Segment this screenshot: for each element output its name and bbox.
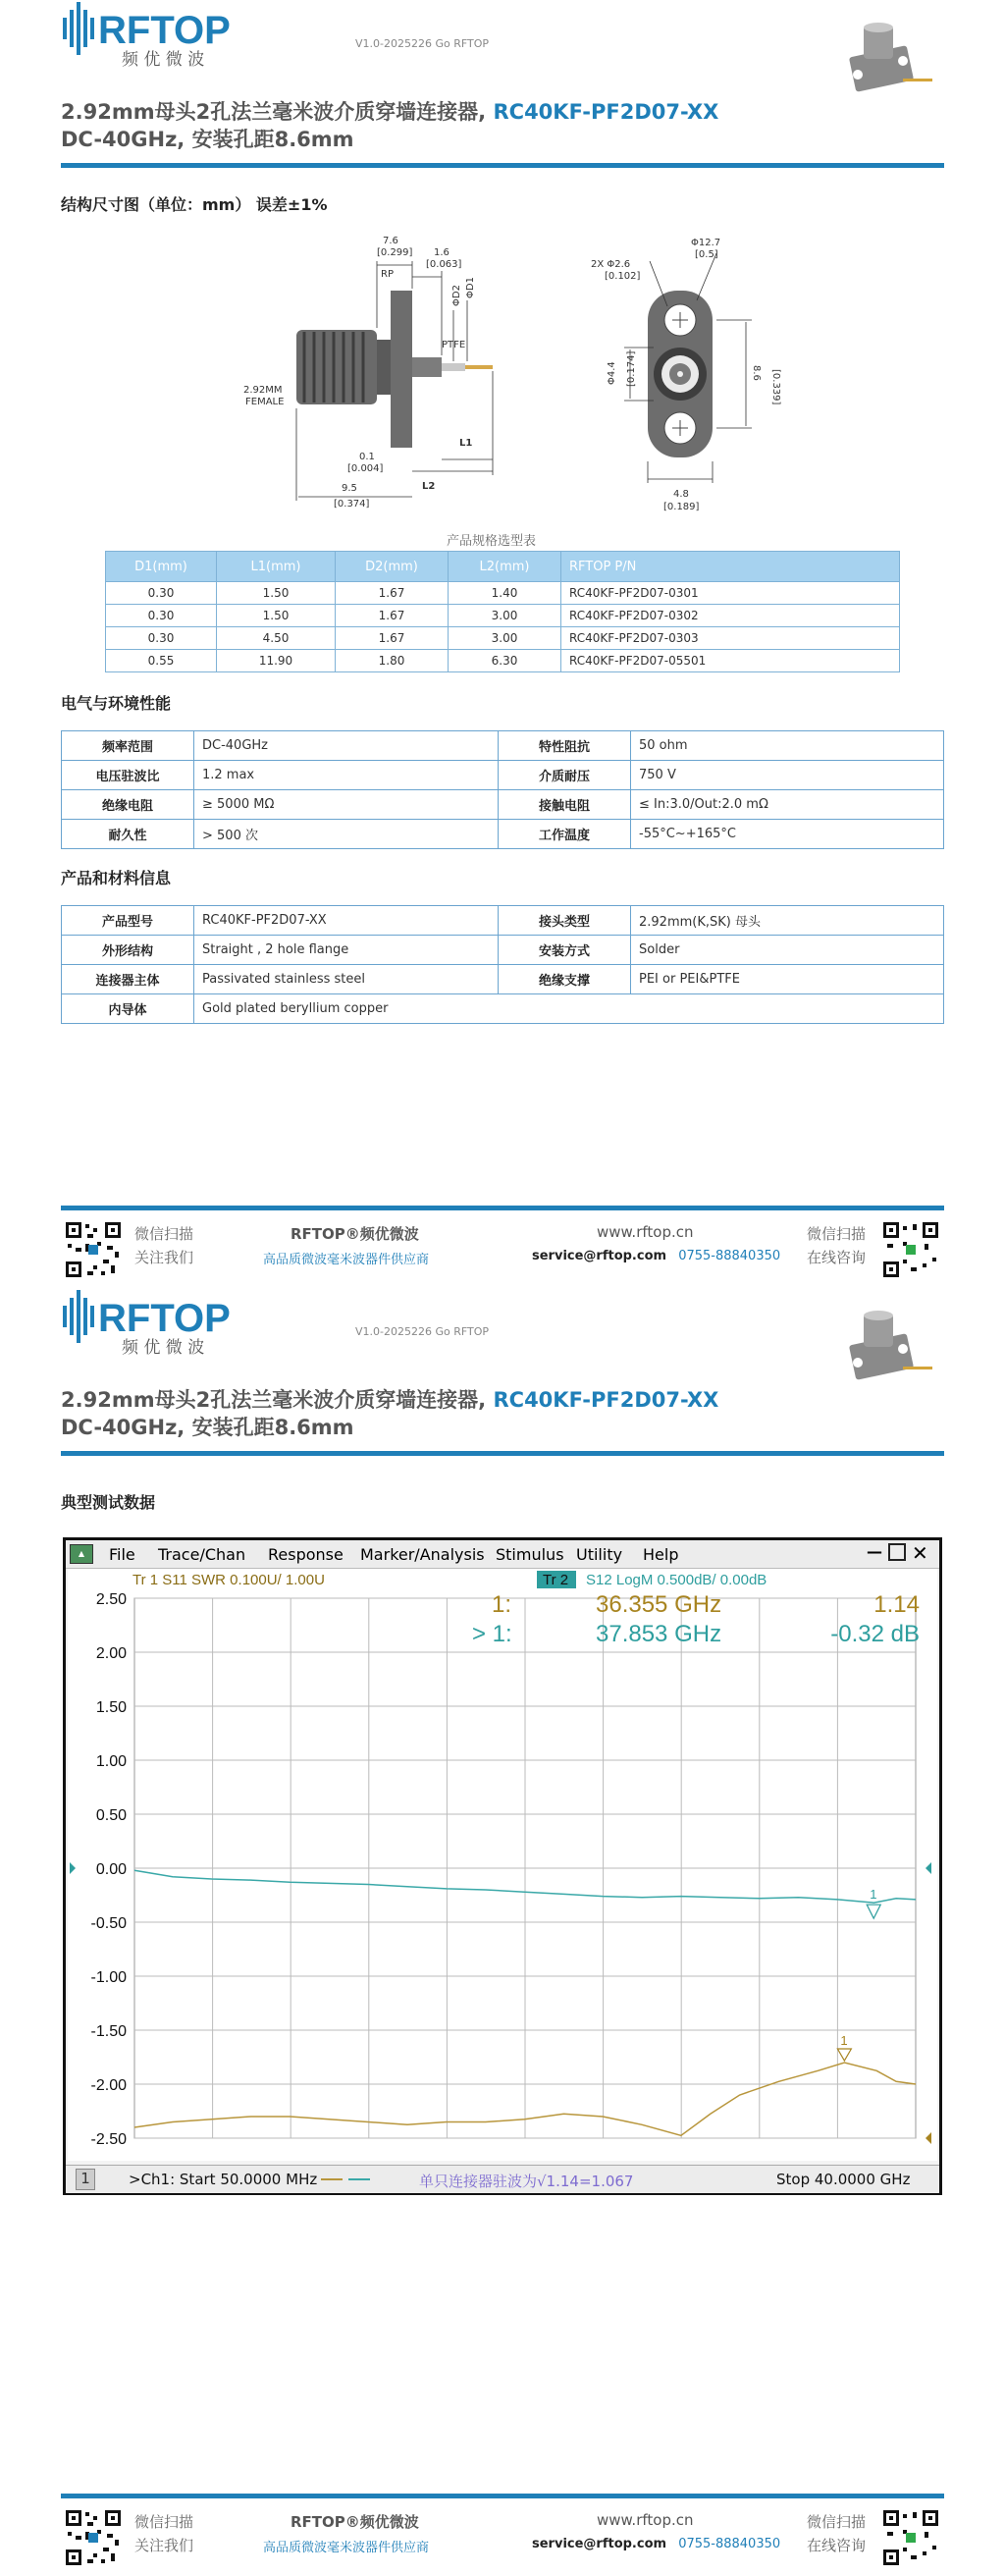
- materials-table: [61, 905, 944, 1024]
- table-row: 绝缘电阻 ≥ 5000 MΩ 接触电阻 ≤ In:3.0/Out:2.0 mΩ: [62, 790, 944, 820]
- svg-text:L2: L2: [422, 481, 436, 492]
- svg-text:1.6: 1.6: [434, 247, 450, 258]
- svg-text:Φ4.4: Φ4.4: [607, 361, 617, 385]
- close-icon[interactable]: ✕: [912, 1541, 928, 1565]
- svg-text:[0.063]: [0.063]: [426, 259, 462, 270]
- minimize-icon[interactable]: —: [867, 1542, 882, 1561]
- svg-text:7.6: 7.6: [383, 236, 398, 246]
- vna-menu-bar: [66, 1540, 939, 1569]
- stop-frequency[interactable]: Stop 40.0000 GHz: [776, 2171, 911, 2188]
- menu-marker-analysis[interactable]: Marker/Analysis: [360, 1545, 485, 1564]
- svg-text:0.1: 0.1: [359, 452, 375, 462]
- menu-help[interactable]: Help: [643, 1545, 679, 1564]
- svg-text:FEMALE: FEMALE: [245, 397, 285, 407]
- table-row: 电压驻波比 1.2 max 介质耐压 750 V: [62, 761, 944, 790]
- vna-y-ticks: [91, 1591, 128, 2148]
- svg-text:2X Φ2.6: 2X Φ2.6: [591, 259, 631, 270]
- start-frequency[interactable]: >Ch1: Start 50.0000 MHz: [129, 2171, 318, 2188]
- side-view-drawing: [236, 232, 530, 516]
- table-row: 0.55 11.90 1.80 6.30 RC40KF-PF2D07-05501: [106, 650, 900, 672]
- marker1-id: 1:: [492, 1591, 512, 1618]
- col-l1: L1(mm): [217, 552, 336, 582]
- y-tick-label: -0.50: [90, 1915, 127, 1932]
- vna-chart: [68, 1569, 937, 2161]
- page-subtitle: DC-40GHz, 安装孔距8.6mm: [61, 128, 354, 151]
- footer-company: RFTOP®频优微波: [291, 2513, 419, 2531]
- vna-screenshot: [63, 1537, 942, 2195]
- selection-table-header: [106, 552, 900, 582]
- table-row: 外形结构 Straight , 2 hole flange 安装方式 Solder: [62, 936, 944, 965]
- col-d2: D2(mm): [336, 552, 449, 582]
- footer-scan-right: 微信扫描: [807, 1225, 867, 1243]
- qr-code-icon: [881, 2508, 940, 2567]
- tr1-label: Tr 1 S11 SWR 0.100U/ 1.00U: [132, 1572, 325, 1588]
- svg-text:[0.189]: [0.189]: [663, 502, 700, 512]
- menu-trace-chan[interactable]: Trace/Chan: [158, 1545, 246, 1564]
- table-row: 0.30 4.50 1.67 3.00 RC40KF-PF2D07-0303: [106, 627, 900, 650]
- menu-utility[interactable]: Utility: [576, 1545, 623, 1564]
- footer-follow: 关注我们: [134, 1249, 194, 1266]
- trace-legend-icon: [321, 2178, 343, 2180]
- svg-text:ΦD2: ΦD2: [451, 285, 462, 306]
- selection-table: [105, 551, 900, 672]
- y-tick-label: -1.00: [90, 1969, 127, 1986]
- svg-text:8.6: 8.6: [751, 365, 762, 381]
- qr-code-icon: [64, 2508, 123, 2567]
- y-tick-label: 2.50: [95, 1591, 127, 1608]
- footer-follow: 关注我们: [134, 2537, 194, 2554]
- page-title: 2.92mm母头2孔法兰毫米波介质穿墙连接器, RC40KF-PF2D07-XX: [61, 1388, 719, 1412]
- electrical-table: [61, 730, 944, 849]
- svg-text:RFTOP: RFTOP: [98, 9, 231, 52]
- marker1-triangle-icon[interactable]: [837, 2049, 851, 2061]
- footer-company: RFTOP®频优微波: [291, 1225, 419, 1243]
- svg-text:[0.374]: [0.374]: [334, 499, 370, 510]
- svg-text:4.8: 4.8: [673, 489, 689, 500]
- page-subtitle: DC-40GHz, 安装孔距8.6mm: [61, 1416, 354, 1439]
- swr-ref-arrow-icon: [926, 2132, 931, 2144]
- col-l2: L2(mm): [449, 552, 561, 582]
- y-tick-label: 2.00: [95, 1645, 127, 1662]
- marker1-value: 1.14: [873, 1591, 920, 1618]
- vswr-note: 单只连接器驻波为√1.14=1.067: [419, 2173, 634, 2190]
- table-row: 0.30 1.50 1.67 3.00 RC40KF-PF2D07-0302: [106, 605, 900, 627]
- footer-contact: [532, 2537, 780, 2551]
- marker2-flag: 1: [870, 1887, 877, 1903]
- table-row: 产品型号 RC40KF-PF2D07-XX 接头类型 2.92mm(K,SK) 母头: [62, 906, 944, 936]
- header-divider: [61, 1451, 944, 1456]
- menu-response[interactable]: Response: [268, 1545, 344, 1564]
- version-label: V1.0-2025226 Go RFTOP: [355, 1325, 490, 1338]
- marker2-freq: 37.853 GHz: [596, 1621, 722, 1647]
- y-tick-label: 0.00: [95, 1861, 127, 1878]
- vna-status-bar: [66, 2165, 939, 2193]
- tr2-badge[interactable]: Tr 2: [543, 1572, 569, 1588]
- svg-text:Φ12.7: Φ12.7: [691, 238, 721, 248]
- test-section-title: 典型测试数据: [61, 1493, 156, 1512]
- footer-consult: 在线咨询: [807, 2537, 867, 2554]
- vna-plot-area: [68, 1569, 937, 2161]
- selection-table-caption: 产品规格选型表: [447, 534, 537, 549]
- footer-scan-left: 微信扫描: [134, 2513, 194, 2531]
- y-tick-label: -2.00: [90, 2077, 127, 2094]
- rftop-logo: [61, 0, 267, 74]
- marker1-flag: 1: [840, 2033, 848, 2048]
- footer-website[interactable]: www.rftop.cn: [597, 2511, 694, 2529]
- footer-email[interactable]: service@rftop.com: [532, 1249, 667, 1263]
- svg-text:[0.102]: [0.102]: [605, 271, 641, 282]
- table-row: 连接器主体 Passivated stainless steel 绝缘支撑 PEI or PEI&PTFE: [62, 965, 944, 994]
- table-row: 0.30 1.50 1.67 1.40 RC40KF-PF2D07-0301: [106, 582, 900, 605]
- footer-slogan: 高品质微波毫米波器件供应商: [263, 1253, 430, 1267]
- col-d1: D1(mm): [106, 552, 217, 582]
- table-row: 频率范围 DC-40GHz 特性阻抗 50 ohm: [62, 731, 944, 761]
- svg-text:L1: L1: [459, 438, 473, 449]
- svg-text:[0.5]: [0.5]: [695, 249, 718, 260]
- footer-contact: [532, 1249, 780, 1263]
- footer-divider: [61, 1206, 944, 1210]
- svg-text:RP: RP: [381, 269, 394, 280]
- svg-text:[0.004]: [0.004]: [347, 463, 384, 474]
- footer-consult: 在线咨询: [807, 1249, 867, 1266]
- marker2-triangle-icon[interactable]: [867, 1905, 880, 1918]
- svg-text:ΦD1: ΦD1: [465, 277, 476, 298]
- front-view-drawing: [589, 232, 785, 516]
- table-row: 内导体 Gold plated beryllium copper: [62, 994, 944, 1024]
- ref-arrow-left-icon: [70, 1862, 76, 1874]
- footer-phone[interactable]: 0755-88840350: [678, 2537, 781, 2551]
- connector-thumbnail: [834, 22, 942, 96]
- menu-file[interactable]: File: [109, 1545, 135, 1564]
- y-tick-label: 1.50: [95, 1699, 127, 1716]
- footer-website[interactable]: www.rftop.cn: [597, 1223, 694, 1241]
- svg-text:[0.174]: [0.174]: [626, 350, 637, 387]
- materials-section-title: 产品和材料信息: [61, 869, 172, 887]
- footer-scan-right: 微信扫描: [807, 2513, 867, 2531]
- trace-legend-icon: [348, 2178, 370, 2180]
- menu-stimulus[interactable]: Stimulus: [496, 1545, 564, 1564]
- footer-email[interactable]: service@rftop.com: [532, 2537, 667, 2551]
- vna-app-icon[interactable]: ▲: [70, 1544, 93, 1564]
- svg-text:[0.339]: [0.339]: [770, 369, 781, 405]
- qr-code-icon: [881, 1220, 940, 1279]
- connector-thumbnail: [834, 1310, 942, 1384]
- drawing-section-title: 结构尺寸图（单位：mm） 误差±1%: [61, 195, 328, 214]
- y-tick-label: -2.50: [90, 2131, 127, 2148]
- y-tick-label: 0.50: [95, 1807, 127, 1824]
- footer-phone[interactable]: 0755-88840350: [678, 1249, 781, 1263]
- svg-text:RFTOP: RFTOP: [98, 1297, 231, 1340]
- svg-text:9.5: 9.5: [342, 483, 357, 494]
- svg-text:2.92MM: 2.92MM: [243, 385, 283, 396]
- electrical-section-title: 电气与环境性能: [61, 694, 172, 713]
- table-row: 耐久性 > 500 次 工作温度 -55°C~+165°C: [62, 820, 944, 849]
- footer-divider: [61, 2494, 944, 2498]
- version-label: V1.0-2025226 Go RFTOP: [355, 37, 490, 50]
- rftop-logo: [61, 1288, 267, 1362]
- vna-grid: [134, 1598, 916, 2138]
- channel-number[interactable]: 1: [76, 2169, 95, 2190]
- svg-text:频 优 微 波: 频 优 微 波: [122, 50, 205, 70]
- footer-scan-left: 微信扫描: [134, 1225, 194, 1243]
- svg-text:[0.299]: [0.299]: [377, 247, 413, 258]
- col-pn: RFTOP P/N: [561, 552, 900, 582]
- qr-code-icon: [64, 1220, 123, 1279]
- marker1-freq: 36.355 GHz: [596, 1591, 722, 1618]
- marker2-id: > 1:: [472, 1621, 512, 1647]
- marker2-value: -0.32 dB: [830, 1621, 920, 1647]
- header-divider: [61, 163, 944, 168]
- svg-text:PTFE: PTFE: [442, 340, 466, 350]
- tr2-label: S12 LogM 0.500dB/ 0.00dB: [586, 1572, 767, 1588]
- y-tick-label: 1.00: [95, 1753, 127, 1770]
- y-tick-label: -1.50: [90, 2023, 127, 2040]
- page-title: 2.92mm母头2孔法兰毫米波介质穿墙连接器, RC40KF-PF2D07-XX: [61, 100, 719, 124]
- svg-text:频 优 微 波: 频 优 微 波: [122, 1338, 205, 1358]
- vna-markers: [70, 1862, 931, 2144]
- restore-icon[interactable]: [888, 1543, 906, 1561]
- footer-slogan: 高品质微波毫米波器件供应商: [263, 2541, 430, 2555]
- ref-arrow-right-icon: [926, 1862, 931, 1874]
